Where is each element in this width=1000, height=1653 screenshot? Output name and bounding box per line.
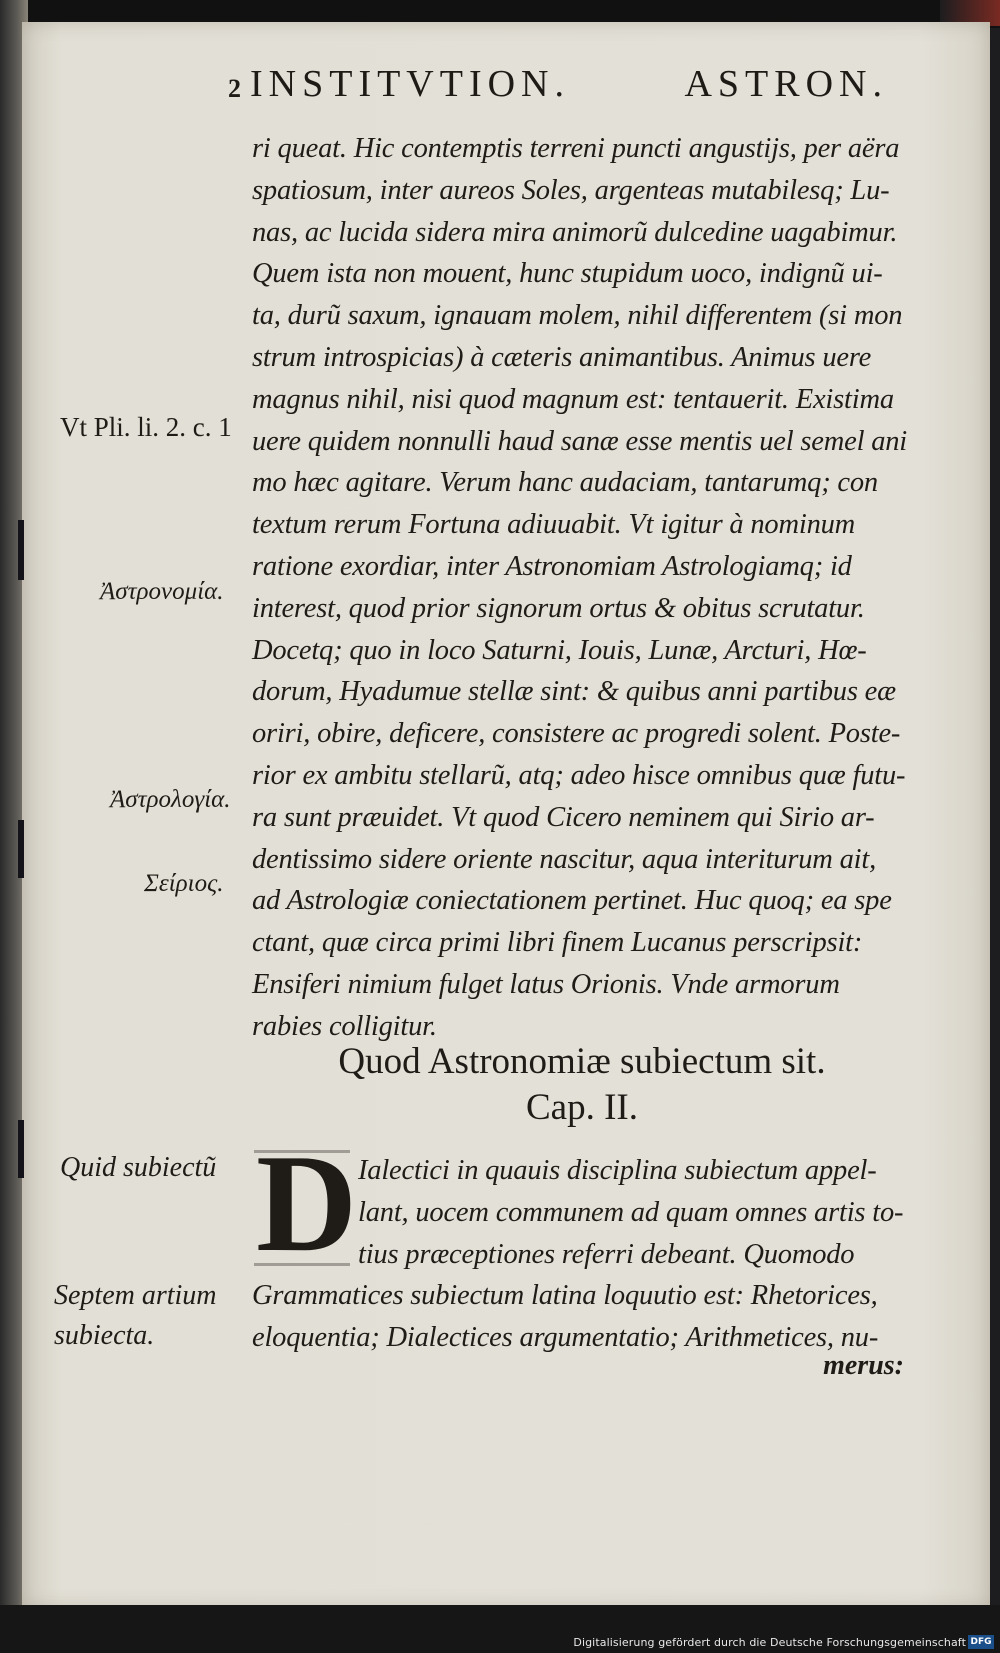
text-line: rabies colligitur.	[252, 1010, 437, 1042]
marginal-note-seirios: Σείριος.	[144, 870, 224, 897]
text-line: Ialectici in quauis disciplina subiectum appel-	[358, 1155, 877, 1186]
text-line: strum introspicias) à cæteris animantibus. Animus uere	[252, 341, 872, 373]
text-line: Grammatices subiectum latina loquutio est: Rhetorices,	[252, 1280, 878, 1312]
text-line: oriri, obire, deficere, consistere ac progredi solent. Poste-	[252, 718, 901, 750]
dfg-logo: DFG	[968, 1635, 994, 1649]
marginal-note-subiectum: Quid subiectũ	[60, 1152, 217, 1183]
text-line: dentissimo sidere oriente nascitur, aqua interiturum ait,	[252, 843, 877, 875]
text-line: tius præceptiones referri debeant. Quomodo	[358, 1238, 855, 1270]
chapter-number: Cap. II.	[526, 1087, 638, 1128]
text-line: Ensiferi nimium fulget latus Orionis. Vnde armorum	[252, 968, 840, 1000]
text-line: magnus nihil, nisi quod magnum est: tentauerit. Existima	[252, 383, 894, 415]
page-number: 2	[228, 74, 241, 103]
text-line: ri queat. Hic contemptis terreni puncti angustijs, per aëra	[252, 133, 900, 164]
catchword: merus:	[823, 1350, 904, 1381]
text-line: ra sunt præuidet. Vt quod Cicero neminem qui Sirio ar-	[252, 801, 875, 833]
text-line: interest, quod prior signorum ortus & obitus scrutatur.	[252, 592, 865, 624]
text-line: ctant, quæ circa primi libri finem Lucanus perscripsit:	[252, 927, 863, 959]
text-line: uere quidem nonnulli haud sanæ esse mentis uel semel ani	[252, 425, 908, 457]
marginal-note-line: subiecta.	[54, 1320, 155, 1351]
spine-mark	[18, 1120, 24, 1178]
main-text-block	[252, 128, 912, 1048]
chapter-paragraph	[252, 1150, 912, 1359]
text-line: rior ex ambitu stellarũ, atq; adeo hisce omnibus quæ futu-	[252, 759, 906, 791]
digitization-credit: Digitalisierung gefördert durch die Deutsche Forschungsgemeinschaft	[573, 1636, 966, 1649]
marginal-note-astrologia: Ἀστρολογία.	[110, 786, 231, 813]
text-line: mo hæc agitare. Verum hanc audaciam, tantarumq; con	[252, 467, 878, 499]
text-line: eloquentia; Dialectices argumentatio; Arithmetices, nu-	[252, 1322, 879, 1354]
text-line: spatiosum, inter aureos Soles, argenteas mutabilesq; Lu-	[252, 174, 890, 206]
spine-mark	[18, 520, 24, 580]
chapter-title: Quod Astronomiæ subiectum sit.	[338, 1041, 826, 1082]
marginal-note-septem-artium	[54, 1276, 217, 1356]
marginal-note-pliny: Vt Pli. li. 2. c. 1	[60, 412, 232, 442]
text-line: Quem ista non mouent, hunc stupidum uoco, indignũ ui-	[252, 258, 883, 290]
text-line: textum rerum Fortuna adiuuabit. Vt igitur à nominum	[252, 509, 856, 541]
text-line: dorum, Hyadumue stellæ sint: & quibus anni partibus eæ	[252, 676, 896, 708]
dropcap-initial: D	[256, 1126, 358, 1281]
text-line: ta, durũ saxum, ignauam molem, nihil differentem (si mon	[252, 300, 903, 332]
text-line: ratione exordiar, inter Astronomiam Astrologiamq; id	[252, 550, 852, 582]
running-header	[228, 62, 888, 112]
text-line: nas, ac lucida sidera mira animorũ dulcedine uagabimur.	[252, 216, 898, 248]
text-line: Docetq; quo in loco Saturni, Iouis, Lunæ, Arcturi, Hœ-	[252, 634, 867, 666]
text-line: ad Astrologiæ coniectationem pertinet. Huc quoq; ea spe	[252, 885, 892, 917]
spine-mark	[18, 820, 24, 878]
text-line: lant, uocem communem ad quam omnes artis to-	[358, 1196, 904, 1228]
running-title: INSTITVTION.	[250, 63, 571, 105]
marginal-note-line: Septem artium	[54, 1280, 217, 1311]
running-title-right: ASTRON.	[684, 63, 888, 105]
marginal-note-astronomia: Ἀστρονομία.	[100, 578, 224, 605]
